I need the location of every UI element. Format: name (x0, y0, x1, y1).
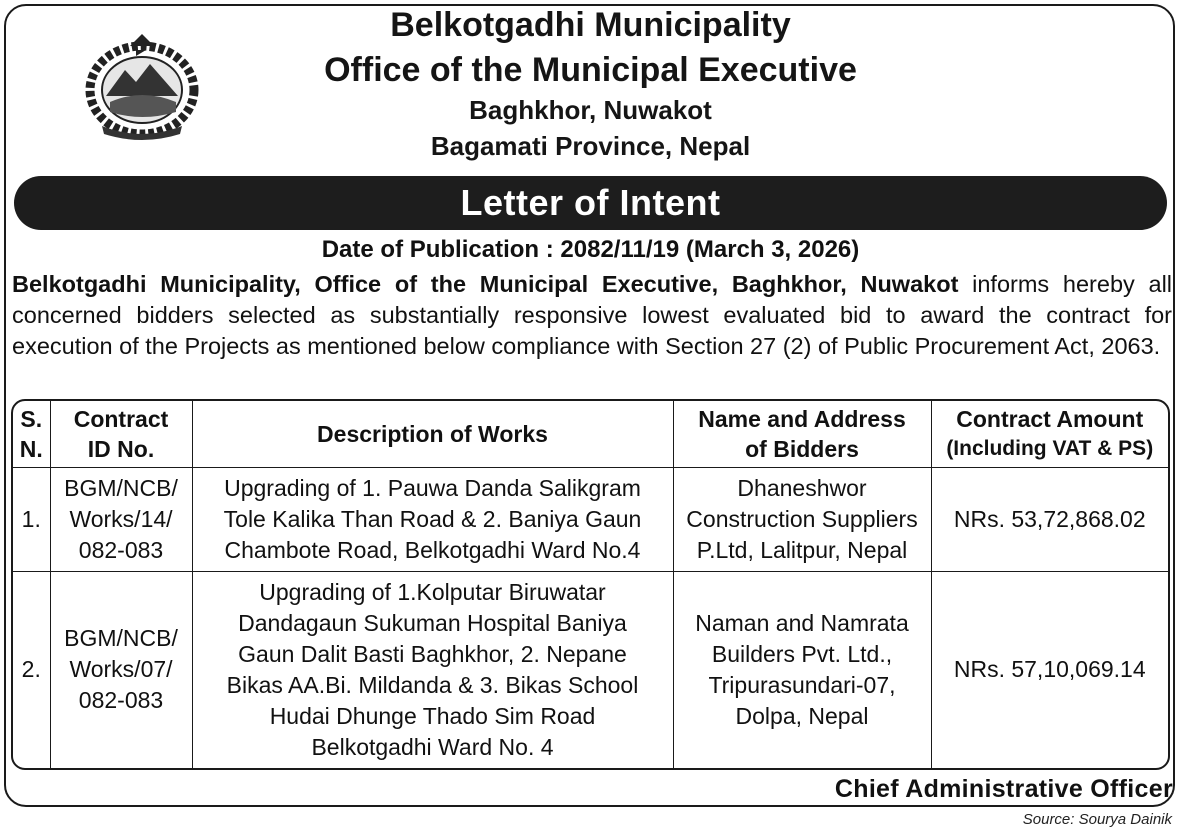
publication-date: Date of Publication : 2082/11/19 (March 3, 2026) (321, 236, 860, 263)
intro-paragraph (12, 269, 1172, 362)
header-bidder: Name and Address of Bidders (673, 401, 931, 467)
contracts-table (11, 399, 1170, 770)
intro-bold-part: Belkotgadhi Municipality, Office of the Municipal Executive, Baghkhor, Nuwakot (12, 271, 959, 297)
row-amount: NRs. 53,72,868.02 (931, 467, 1168, 571)
row-bidder: Dhaneshwor Construction Suppliers P.Ltd, Lalitpur, Nepal (673, 467, 931, 571)
header-description: Description of Works (192, 401, 673, 467)
notice-title-banner (14, 176, 1167, 230)
header-sn: S. N. (13, 401, 50, 467)
source-credit: Source: Sourya Dainik (1022, 811, 1172, 828)
table-row (13, 467, 1168, 571)
notice-title: Letter of Intent (460, 182, 721, 223)
header-amount-sub: (Including VAT & PS) (946, 436, 1154, 460)
row-bidder: Naman and Namrata Builders Pvt. Ltd., Tripurasundari-07, Dolpa, Nepal (673, 571, 931, 768)
table-row (13, 571, 1168, 768)
header-amount (931, 401, 1168, 467)
header-amount-main: Contract Amount (956, 405, 1144, 432)
municipality-name: Belkotgadhi Municipality (390, 6, 791, 44)
row-amount: NRs. 57,10,069.14 (931, 571, 1168, 768)
row-description: Upgrading of 1. Pauwa Danda Salikgram Tole Kalika Than Road & 2. Baniya Gaun Chambote Road, Belkotgadhi Ward No.4 (192, 467, 673, 571)
province-country: Bagamati Province, Nepal (430, 131, 751, 161)
header-contract-id: Contract ID No. (50, 401, 192, 467)
table-header-row (13, 401, 1168, 467)
signatory-title: Chief Administrative Officer (834, 775, 1173, 803)
row-contract-id: BGM/NCB/ Works/14/ 082-083 (50, 467, 192, 571)
row-contract-id: BGM/NCB/ Works/07/ 082-083 (50, 571, 192, 768)
intro-text: informs hereby all concerned bidders selected as substantially responsive lowest evaluated bid to award the contract for execution of the Projects as mentioned below compliance with Section 27 (2) of Public Procurement Act, 2063. (12, 271, 1173, 359)
office-address: Baghkhor, Nuwakot (469, 95, 712, 125)
row-sn: 2. (13, 571, 50, 768)
row-description: Upgrading of 1.Kolputar Biruwatar Dandagaun Sukuman Hospital Baniya Gaun Dalit Basti Baghkhor, 2. Nepane Bikas AA.Bi. Mildanda & 3. Bikas School Hudai Dhunge Thado Sim Road Belkotgadhi Ward No. 4 (192, 571, 673, 768)
row-sn: 1. (13, 467, 50, 571)
office-name: Office of the Municipal Executive (324, 51, 857, 89)
